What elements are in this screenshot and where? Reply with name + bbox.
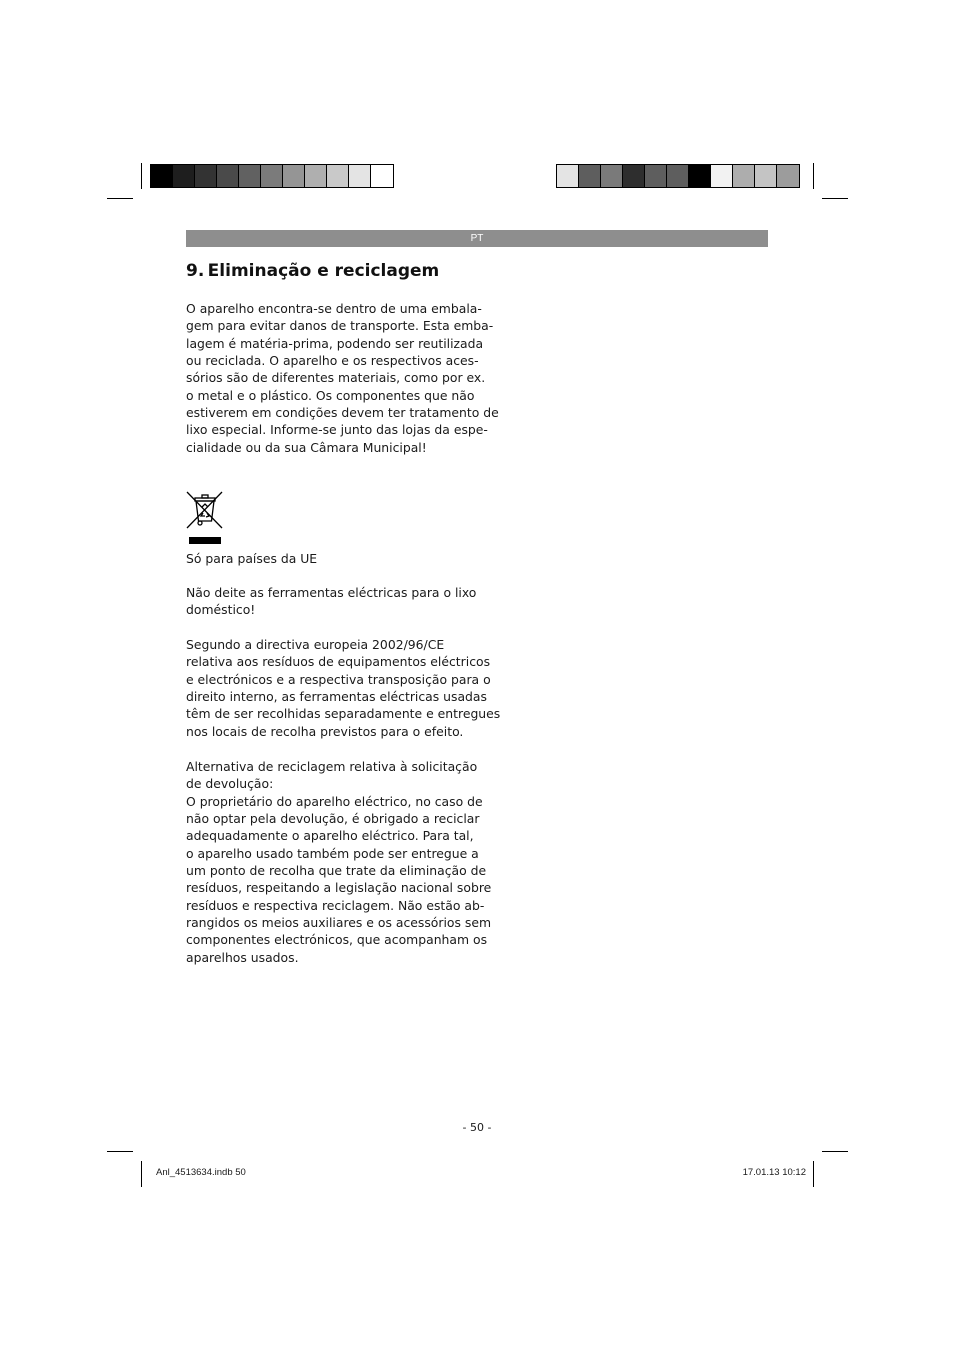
file-name: Anl_4513634.indb 50 <box>156 1167 246 1178</box>
color-swatch <box>349 165 371 187</box>
section-title: 9. Eliminação e reciclagem <box>186 261 440 281</box>
color-swatch <box>557 165 579 187</box>
text-line: de devolução: <box>186 776 274 792</box>
color-swatch <box>601 165 623 187</box>
eu-only-text: Só para países da UE <box>186 551 318 566</box>
text-line: sórios são de diferentes materiais, como por ex. <box>186 370 486 386</box>
color-swatch <box>239 165 261 187</box>
text-line: direito interno, as ferramentas eléctricas usadas <box>186 689 487 705</box>
language-tag-bar <box>186 230 768 247</box>
text-line: Alternativa de reciclagem relativa à solicitação <box>186 759 478 774</box>
color-swatch <box>579 165 601 187</box>
text-line: estiverem em condições devem ter tratamento de <box>186 405 499 421</box>
color-calibration-bar-left <box>150 164 394 188</box>
crop-mark <box>107 1151 133 1152</box>
color-swatch <box>327 165 349 187</box>
text-line: um ponto de recolha que trate da eliminação de <box>186 863 487 879</box>
warning-paragraph <box>186 584 476 619</box>
directive-paragraph <box>186 636 501 740</box>
text-line: o aparelho usado também pode ser entregue a <box>186 845 479 861</box>
color-swatch <box>645 165 667 187</box>
color-calibration-bar-right <box>556 164 800 188</box>
text-line: componentes electrónicos, que acompanham os <box>186 932 488 948</box>
language-tag: PT <box>470 233 484 244</box>
text-line: Segundo a directiva europeia 2002/96/CE <box>186 637 445 652</box>
color-swatch <box>195 165 217 187</box>
eu-only-note <box>186 550 476 567</box>
text-line: nos locais de recolha previstos para o efeito. <box>186 723 464 739</box>
date-time: 17.01.13 10:12 <box>742 1167 806 1178</box>
color-swatch <box>777 165 799 187</box>
text-line: O aparelho encontra-se dentro de uma embala- <box>186 301 482 316</box>
text-line: cialidade ou da sua Câmara Municipal! <box>186 439 427 455</box>
text-line: Não deite as ferramentas eléctricas para o lixo <box>186 585 477 600</box>
text-line: relativa aos resíduos de equipamentos eléctricos <box>186 654 491 670</box>
crop-mark <box>141 1161 142 1187</box>
color-swatch <box>283 165 305 187</box>
text-line: o metal e o plástico. Os componentes que não <box>186 387 475 403</box>
text-line: têm de ser recolhidas separadamente e entregues <box>186 706 501 722</box>
intro-paragraph <box>186 300 499 456</box>
text-line: lagem é matéria-prima, podendo ser reutilizada <box>186 335 484 351</box>
text-line: lixo especial. Informe-se junto das lojas da espe- <box>186 422 488 438</box>
color-swatch <box>711 165 733 187</box>
text-line: ou reciclada. O aparelho e os respectivos aces- <box>186 353 479 369</box>
crop-mark <box>107 198 133 199</box>
crop-mark <box>822 198 848 199</box>
crop-mark <box>141 163 142 189</box>
crop-mark <box>813 163 814 189</box>
color-swatch <box>371 165 393 187</box>
text-line: aparelhos usados. <box>186 949 299 965</box>
color-swatch <box>689 165 711 187</box>
color-swatch <box>623 165 645 187</box>
color-swatch <box>305 165 327 187</box>
color-swatch <box>173 165 195 187</box>
color-swatch <box>217 165 239 187</box>
page-number: - 50 - <box>462 1121 492 1134</box>
text-line: resíduos e respectiva reciclagem. Não estão ab- <box>186 897 485 913</box>
color-swatch <box>755 165 777 187</box>
color-swatch <box>667 165 689 187</box>
text-line: resíduos, respeitando a legislação nacional sobre <box>186 880 492 896</box>
alternative-paragraph <box>186 758 492 966</box>
color-swatch <box>151 165 173 187</box>
text-line: gem para evitar danos de transporte. Esta emba- <box>186 318 494 334</box>
crop-mark <box>822 1151 848 1152</box>
crop-mark <box>813 1161 814 1187</box>
text-line: O proprietário do aparelho eléctrico, no caso de <box>186 793 483 809</box>
text-line: e electrónicos e a respectiva transposição para o <box>186 671 491 687</box>
text-line: não optar pela devolução, é obrigado a reciclar <box>186 811 480 827</box>
text-line: adequadamente o aparelho eléctrico. Para tal, <box>186 828 474 844</box>
text-line: doméstico! <box>186 602 256 618</box>
text-line: rangidos os meios auxiliares e os acessórios sem <box>186 915 492 931</box>
color-swatch <box>733 165 755 187</box>
crossed-out-wheelie-bin-icon <box>186 490 224 546</box>
color-swatch <box>261 165 283 187</box>
